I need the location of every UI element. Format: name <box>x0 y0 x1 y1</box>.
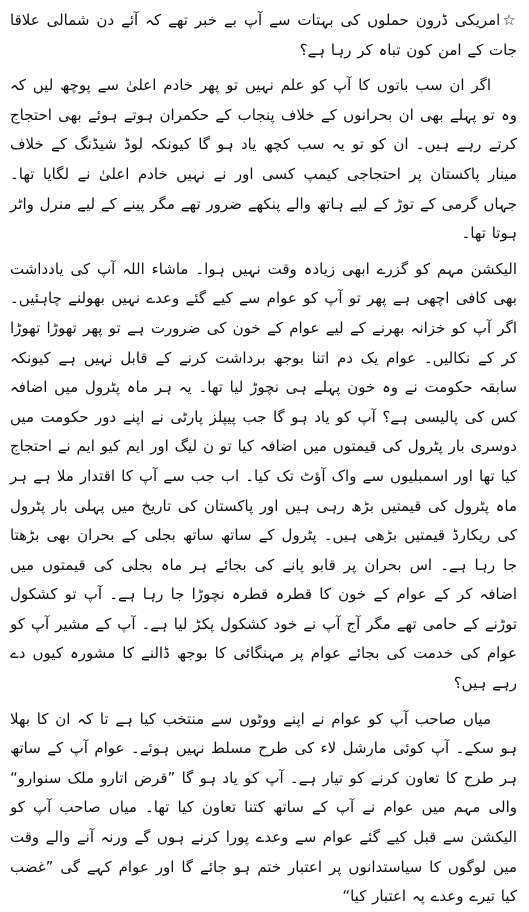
paragraph-text: امریکی ڈرون حملوں کی بہتات سے آپ بے خبر تھے کہ آئے دن شمالی علاقا جات کے امن کون تباہ کر رہا ہے؟ <box>10 11 517 59</box>
article-paragraph: اگر ان سب باتوں کا آپ کو علم نہیں تو پھر خادم اعلیٰ سے پوچھ لیں کہ وہ تو پہلے بھی ان بحرانوں کے خلاف پنجاب کے حکمران ہوتے ہوئے بھی احتجاج کرتے رہے ہیں۔ ان کو تو یہ سب کچھ یاد ہو گا کیونکہ لوڈ شیڈنگ کے خلاف مینار پاکستان پر احتجاجی کیمپ کسی اور نے نہیں خادم اعلیٰ نے لگایا تھا۔ جہاں گرمی کے توڑ کے لیے ہاتھ والے پنکھے ضرور تھے مگر پینے کے لیے منرل واٹر ہوتا تھا۔ <box>10 76 517 243</box>
star-bullet-icon: ☆ <box>502 11 517 29</box>
article-paragraph: میاں صاحب آپ کو عوام نے اپنے ووٹوں سے منتخب کیا ہے تا کہ ان کا بھلا ہو سکے۔ آپ کوئی مارشل لاء کی طرح مسلط نہیں ہوئے۔ عوام آپ کے ساتھ ہر طرح کا تعاون کرنے کو تیار ہے۔ آپ کو یاد ہو گا ”قرض اتارو ملک سنوارو“ والی مہم میں عوام نے آپ کے ساتھ کتنا تعاون کیا تھا۔ میاں صاحب آپ کو الیکشن سے قبل کیے گئے عوام سے وعدے پورا کرنے ہوں گے ورنہ آنے والے وقت میں لوگوں کا سیاستدانوں پر اعتبار ختم ہو جائے گا اور عوام کہے گی ”غضب کیا تیرے وعدے پہ اعتبار کیا“ <box>10 709 517 906</box>
article-paragraph <box>10 6 517 65</box>
article-paragraph: الیکشن مہم کو گزرے ابھی زیادہ وقت نہیں ہوا۔ ماشاء اللہ آپ کی یادداشت بھی کافی اچھی ہے پھر تو آپ کو عوام سے کیے گئے وعدے نہیں بھولنے چاہئیں۔ اگر آپ کو خزانہ بھرنے کے لیے عوام کے خون کی ضرورت ہے تو پھر تھوڑا تھوڑا کر کے نکالیں۔ عوام یک دم اتنا بوجھ برداشت کرنے کے قابل نہیں ہے کیونکہ سابقہ حکومت نے وہ خون پہلے ہی نچوڑ لیا تھا۔ یہ ہر ماہ پٹرول میں اضافہ کس کی پالیسی ہے؟ آپ کو یاد ہو گا جب پیپلز پارٹی نے اپنے دور حکومت میں دوسری بار پٹرول کی قیمتوں میں اضافہ کیا تو ن لیگ اور ایم کیو ایم نے احتجاج کیا تھا اور اسمبلیوں سے واک آؤٹ تک کیا۔ اب جب سے آپ کا اقتدار ملا ہے ہر ماہ پٹرول کی قیمتیں بڑھ رہی ہیں اور پاکستان کی تاریخ میں پہلی بار پٹرول کی ریکارڈ قیمتیں بڑھی ہیں۔ پٹرول کے ساتھ ساتھ بجلی کے بحران بھی بڑھتا جا رہا ہے۔ اس بحران پر قابو پانے کی بجائے ہر ماہ بجلی کی قیمتوں میں اضافہ کر کے عوام کے خون کا قطرہ قطرہ نچوڑا جا رہا ہے۔ آپ تو کشکول توڑنے کے حامی تھے مگر آج آپ نے خود کشکول پکڑ لیا ہے۔ آپ کے مشیر آپ کو عوام کی خدمت کی بجائے عوام پر مہنگائی کا بوجھ ڈالنے کا مشورہ کیوں دے رہے ہیں؟ <box>10 259 517 693</box>
